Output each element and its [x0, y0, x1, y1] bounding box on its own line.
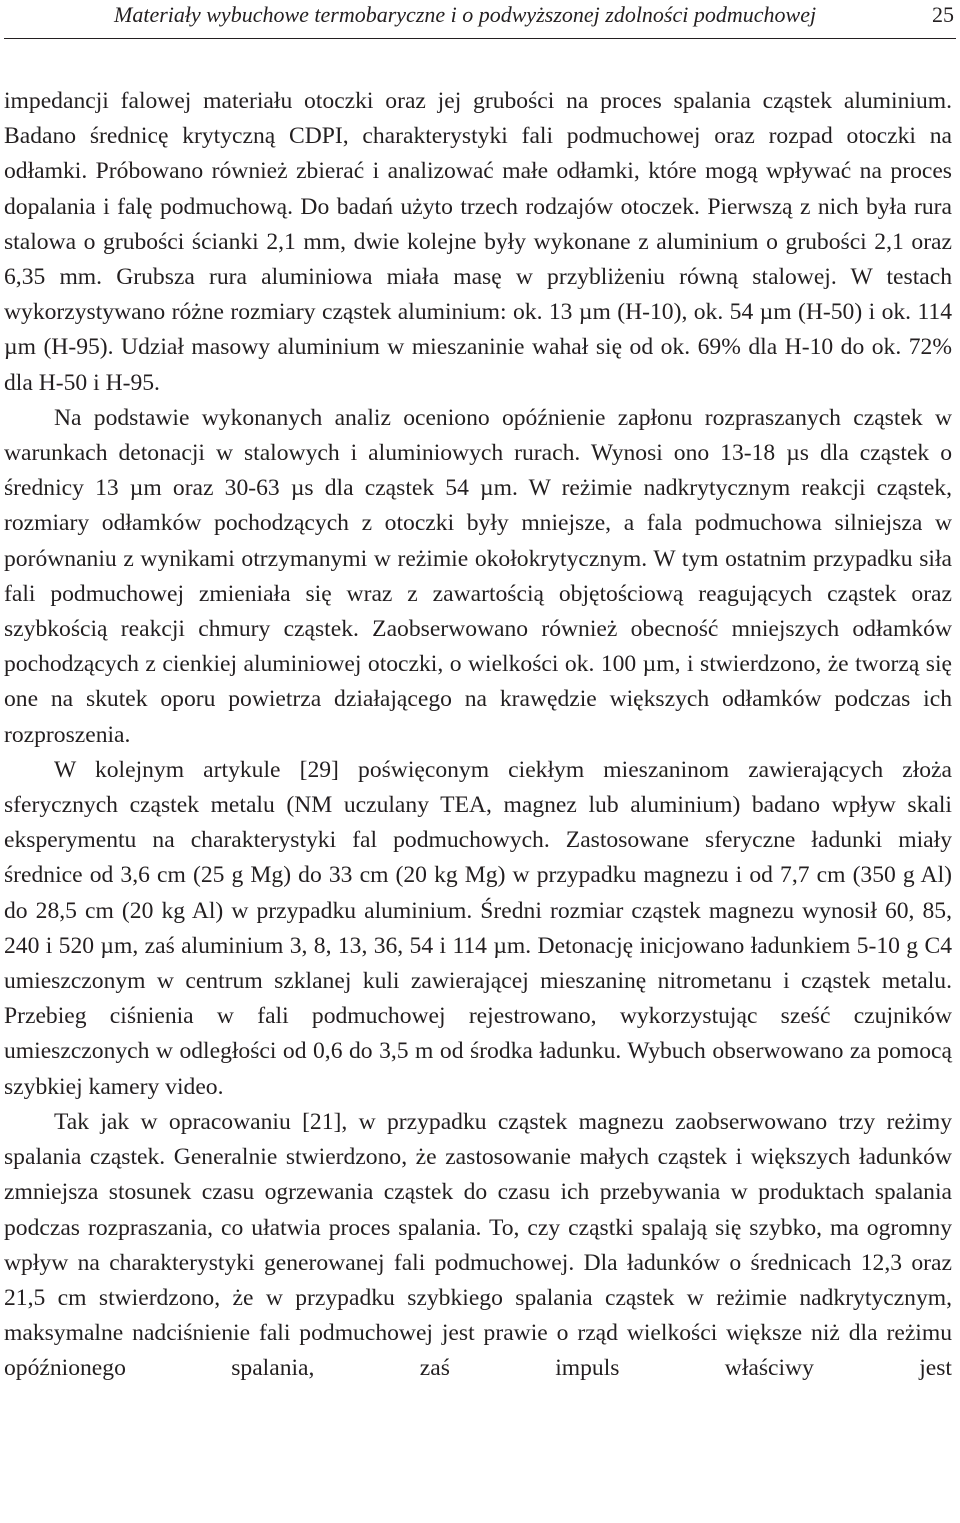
body-text: [4, 84, 952, 1387]
paragraph: impedancji falowej materiału otoczki oraz jej grubości na proces spalania cząstek aluminium. Badano średnicę krytyczną CDPI, charakterystyki fali podmuchowej oraz rozpad otoczki na odłamki. Próbowano również zbierać i analizować małe odłamki, które mogą wpływać na proces dopalania i falę podmuchową. Do badań użyto trzech rodzajów otoczek. Pierwszą z nich była rura stalowa o grubości ścianki 2,1 mm, dwie kolejne były wykonane z aluminium o grubości 2,1 oraz 6,35 mm. Grubsza rura aluminiowa miała masę w przybliżeniu równą stalowej. W testach wykorzystywano różne rozmiary cząstek aluminium: ok. 13 µm (H-10), ok. 54 µm (H-50) i ok. 114 µm (H-95). Udział masowy aluminium w mieszaninie wahał się od ok. 69% dla H-10 do ok. 72% dla H-50 i H-95.: [4, 88, 952, 396]
running-title: Materiały wybuchowe termobaryczne i o podwyższonej zdolności podmuchowej: [114, 2, 817, 27]
paragraph: Tak jak w opracowaniu [21], w przypadku cząstek magnezu zaobserwowano trzy reżimy spalania cząstek. Generalnie stwierdzono, że zastosowanie małych cząstek i większych ładunków zmniejsza stosunek czasu ogrzewania cząstek do czasu ich przebywania w produktach spalania podczas rozpraszania, co ułatwia proces spalania. To, czy cząstki spalają się szybko, ma ogromny wpływ na charakterystyki generowanej fali podmuchowej. Dla ładunków o średnicach 12,3 oraz 21,5 cm stwierdzono, że w przypadku szybkiego spalania cząstek w reżimie nadkrytycznym, maksymalne nadciśnienie fali podmuchowej jest prawie o rząd wielkości większe niż dla reżimu opóźnionego spalania, zaś impuls właściwy jest: [4, 1108, 952, 1382]
paragraph: Na podstawie wykonanych analiz oceniono opóźnienie zapłonu rozpraszanych cząstek w warunkach detonacji w stalowych i aluminiowych rurach. Wynosi ono 13-18 µs dla cząstek o średnicy 13 µm oraz 30-63 µs dla cząstek 54 µm. W reżimie nadkrytycznym reakcji cząstek, rozmiary odłamków pochodzących z otoczki były mniejsze, a fala podmuchowa silniejsza w porównaniu z wynikami otrzymanymi w reżimie okołokrytycznym. W tym ostatnim przypadku siła fali podmuchowej zmieniała się wraz z zawartością objętościową reagujących cząstek oraz szybkością reakcji chmury cząstek. Zaobserwowano również obecność mniejszych odłamków pochodzących z cienkiej aluminiowej otoczki, o wielkości ok. 100 µm, i stwierdzono, że tworzą się one na skutek oporu powietrza działającego na krawędzie większych odłamków podczas ich rozproszenia.: [4, 404, 952, 748]
header-rule: [4, 38, 956, 39]
page-header: [4, 0, 956, 50]
paragraph: W kolejnym artykule [29] poświęconym ciekłym mieszaninom zawierających złoża sferycznych cząstek metalu (NM uczulany TEA, magnez lub aluminium) badano wpływ skali eksperymentu na charakterystyki fal podmuchowych. Zastosowane sferyczne ładunki miały średnice od 3,6 cm (25 g Mg) do 33 cm (20 kg Mg) w przypadku magnezu i od 7,7 cm (350 g Al) do 28,5 cm (20 kg Al) w przypadku aluminium. Średni rozmiar cząstek magnezu wynosił 60, 85, 240 i 520 µm, zaś aluminium 3, 8, 13, 36, 54 i 114 µm. Detonację inicjowano ładunkiem 5-10 g C4 umieszczonym w centrum szklanej kuli zawierającej mieszaninę nitrometanu i cząstek metalu. Przebieg ciśnienia w fali podmuchowej rejestrowano, wykorzystując sześć czujników umieszczonych w odległości od 0,6 do 3,5 m od środka ładunku. Wybuch obserwowano za pomocą szybkiej kamery video.: [4, 756, 952, 1100]
page-number: 25: [932, 2, 954, 27]
